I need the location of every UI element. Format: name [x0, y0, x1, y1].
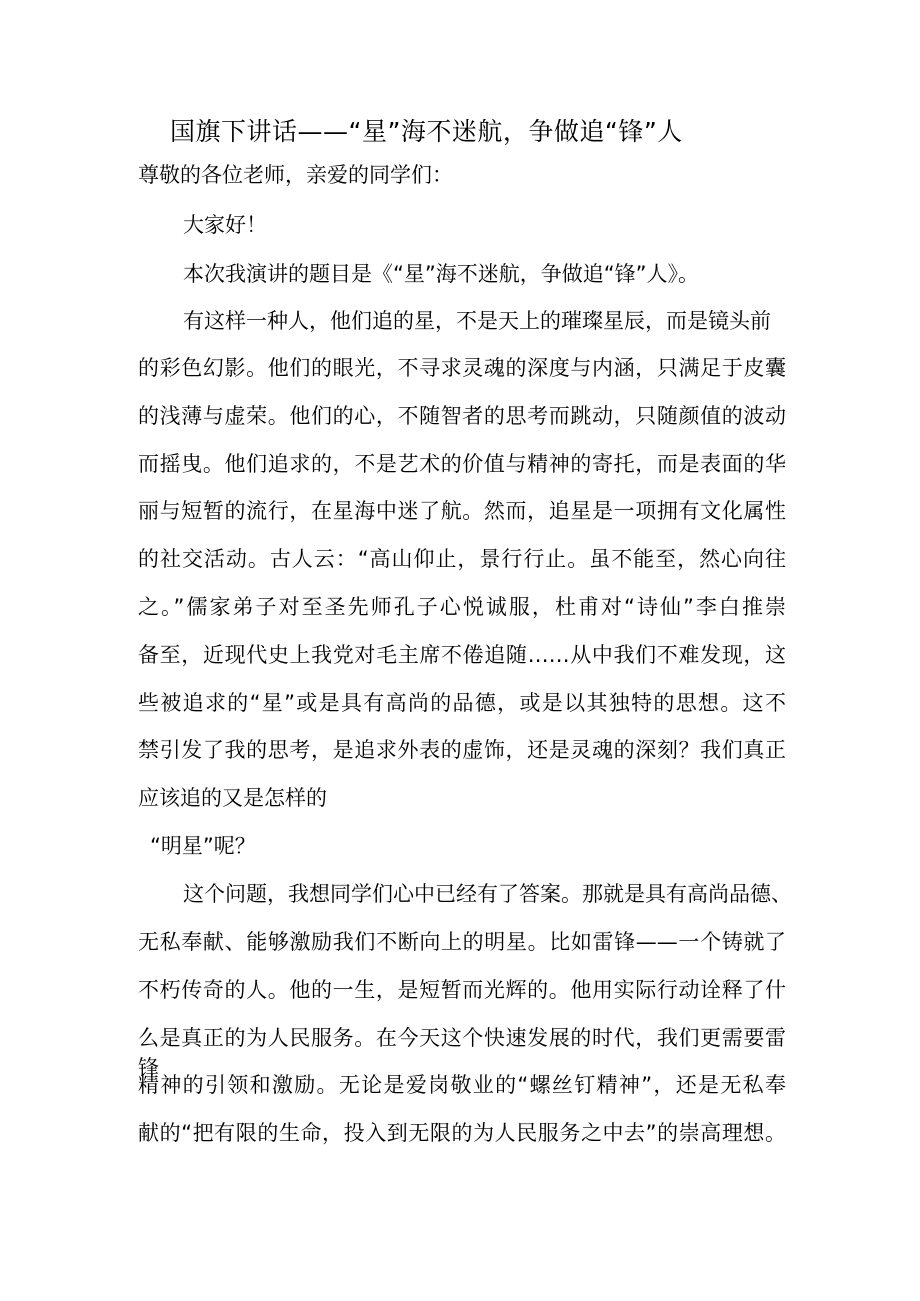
paragraph-line: 有这样一种人，他们追的星，不是天上的璀璨星辰，而是镜头前	[183, 309, 771, 333]
paragraph-line: 献的“把有限的生命，投入到无限的为人民服务之中去”的崇高理想。	[138, 1121, 786, 1145]
paragraph-line: 精神的引领和激励。无论是爱岗敬业的“螺丝钉精神”，还是无私奉	[138, 1073, 786, 1097]
document-title: 国旗下讲话——“星”海不迷航，争做追“锋”人	[170, 117, 683, 146]
paragraph-line: 无私奉献、能够激励我们不断向上的明星。比如雷锋——一个铸就了	[138, 930, 786, 954]
paragraph-line: 么是真正的为人民服务。在今天这个快速发展的时代，我们更需要雷锋	[138, 1026, 786, 1080]
paragraph-line: 备至，近现代史上我党对毛主席不倦追随……从中我们不难发现，这	[138, 643, 786, 667]
paragraph-line: 的彩色幻影。他们的眼光，不寻求灵魂的深度与内涵，只满足于皮囊	[138, 356, 786, 380]
paragraph-line: 丽与短暂的流行，在星海中迷了航。然而，追星是一项拥有文化属性	[138, 499, 786, 523]
greeting: 尊敬的各位老师，亲爱的同学们：	[138, 163, 453, 187]
paragraph-line: “明星”呢？	[150, 834, 256, 858]
paragraph-line: 的社交活动。古人云：“高山仰止，景行行止。虽不能至，然心向往	[138, 547, 786, 571]
paragraph-line: 而摇曳。他们追求的，不是艺术的价值与精神的寄托，而是表面的华	[138, 452, 786, 476]
paragraph-line: 些被追求的“星”或是具有高尚的品德，或是以其独特的思想。这不	[138, 691, 786, 715]
hello-line: 大家好！	[183, 213, 267, 237]
paragraph-line: 的浅薄与虚荣。他们的心，不随智者的思考而跳动，只随颜值的波动	[138, 404, 786, 428]
paragraph-line: 之。”儒家弟子对至圣先师孔子心悦诚服，杜甫对“诗仙”李白推崇	[138, 595, 786, 619]
paragraph-line: 禁引发了我的思考，是追求外表的虚饰，还是灵魂的深刻？我们真正	[138, 738, 786, 762]
paragraph-line: 不朽传奇的人。他的一生，是短暂而光辉的。他用实际行动诠释了什	[138, 978, 786, 1002]
intro-line: 本次我演讲的题目是《“星”海不迷航，争做追“锋”人》。	[183, 262, 700, 286]
paragraph-line: 应该追的又是怎样的	[138, 786, 327, 810]
paragraph-line: 这个问题，我想同学们心中已经有了答案。那就是具有高尚品德、	[183, 882, 792, 906]
